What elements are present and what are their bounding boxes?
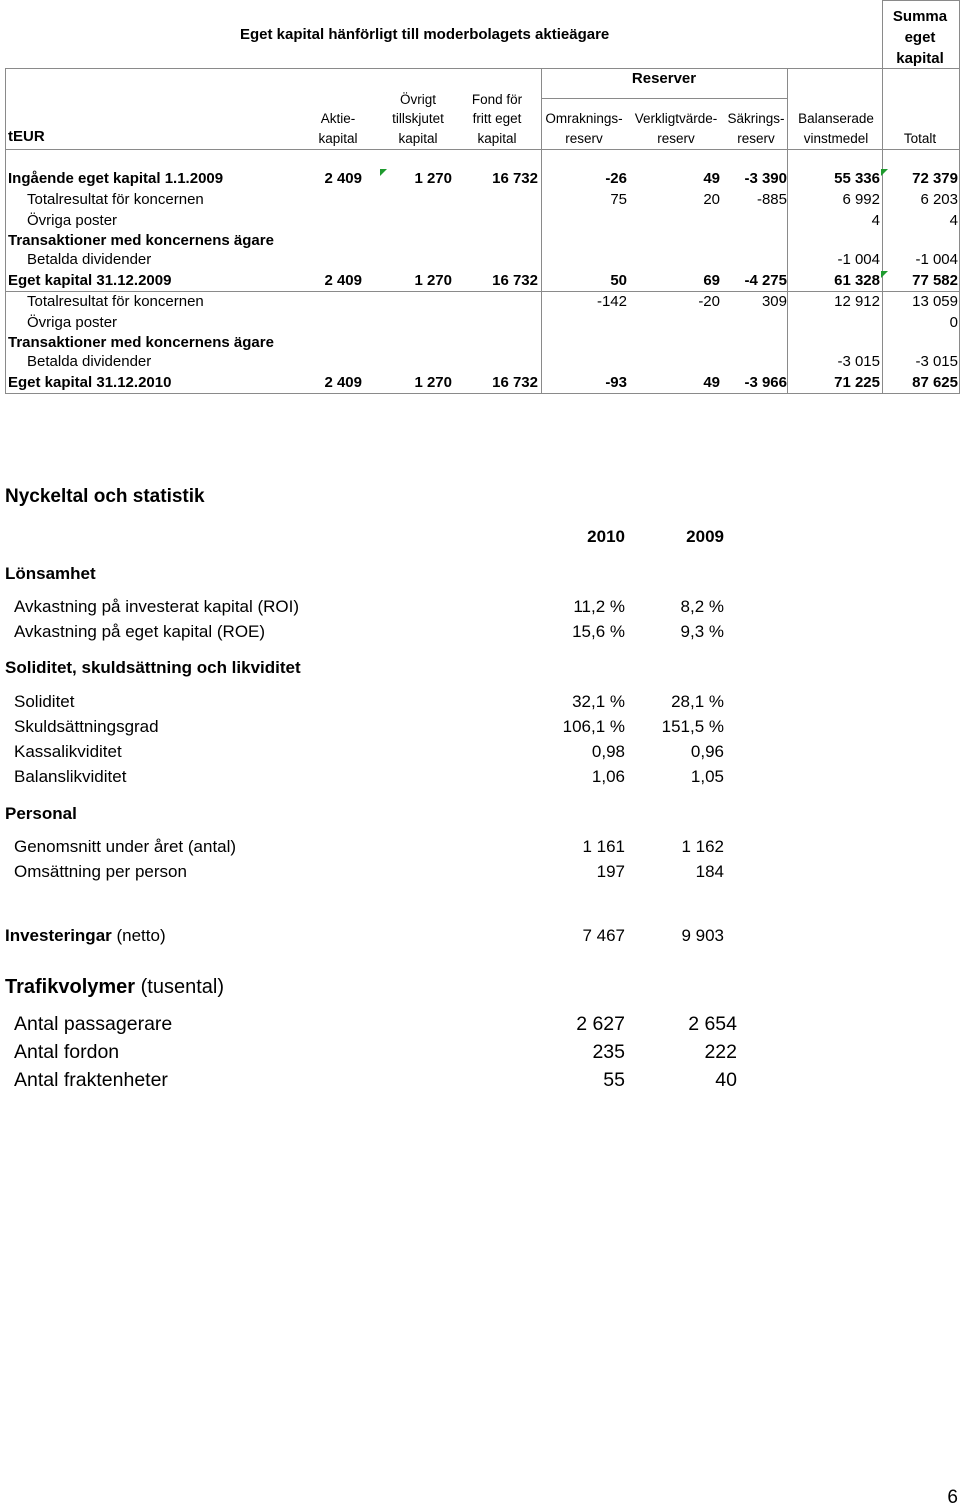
key-figure-row: [0, 740, 960, 764]
traffic-2010: 235: [592, 1041, 625, 1063]
equity-cell: 0: [949, 314, 958, 331]
equity-cell: -1 004: [915, 251, 958, 268]
equity-cell: 16 732: [492, 170, 538, 187]
equity-cell: 2 409: [324, 170, 362, 187]
key-figure-row: [0, 860, 960, 884]
key-figure-row: [0, 620, 960, 644]
equity-cell: 71 225: [834, 374, 880, 391]
equity-row-label: Totalresultat för koncernen: [27, 191, 204, 208]
traffic-label: Antal fraktenheter: [14, 1069, 168, 1091]
equity-cell: 6 992: [842, 191, 880, 208]
equity-row: [0, 271, 960, 291]
equity-row: [0, 373, 960, 393]
top-rule: [5, 68, 960, 69]
equity-cell: -142: [596, 293, 627, 310]
equity-row-label: Totalresultat för koncernen: [27, 293, 204, 310]
traffic-2010: 55: [603, 1069, 625, 1091]
key-figure-2009: 1 162: [681, 837, 724, 856]
equity-row-label: Övriga poster: [27, 314, 118, 331]
column-header-3-line1: Fond för: [471, 92, 523, 107]
key-figure-label: Avkastning på eget kapital (ROE): [14, 622, 266, 641]
investments-2009: 9 903: [681, 926, 724, 945]
summa-line-1: Summa: [892, 8, 948, 25]
equity-table-title: Eget kapital hänförligt till moderbolagets aktieägare: [240, 26, 610, 43]
equity-row: [0, 313, 960, 333]
equity-cell: 1 270: [414, 272, 452, 289]
header-rule: [5, 149, 960, 150]
traffic-label: Antal passagerare: [14, 1013, 173, 1035]
equity-cell: -3 015: [837, 353, 880, 370]
cell-comment-flag: [380, 169, 387, 176]
equity-cell: 13 059: [912, 293, 958, 310]
equity-cell: -3 966: [744, 374, 787, 391]
key-figure-row: [0, 595, 960, 619]
column-header-7-line3: vinstmedel: [803, 131, 869, 146]
reserver-header: Reserver: [631, 70, 697, 87]
page-number: 6: [947, 1487, 958, 1508]
key-figure-row: [0, 690, 960, 714]
year-2010-header: 2010: [587, 527, 625, 546]
equity-row-label: Transaktioner med koncernens ägare: [8, 232, 274, 249]
equity-cell: 1 270: [414, 374, 452, 391]
equity-row: [0, 169, 960, 189]
bottom-rule: [5, 393, 960, 394]
equity-cell: 87 625: [912, 374, 958, 391]
equity-cell: 75: [610, 191, 627, 208]
equity-cell: 4: [949, 212, 958, 229]
equity-cell: 309: [761, 293, 787, 310]
traffic-heading-bold: Trafikvolymer: [5, 976, 136, 998]
equity-cell: -4 275: [744, 272, 787, 289]
column-header-2-line2: tillskjutet: [392, 111, 444, 126]
column-header-4-line2: Omraknings-: [545, 111, 623, 126]
equity-cell: 20: [703, 191, 720, 208]
traffic-2009: 222: [704, 1041, 737, 1063]
equity-cell: -26: [605, 170, 627, 187]
key-figure-2010: 197: [596, 862, 625, 881]
equity-cell: 55 336: [834, 170, 880, 187]
equity-cell: 2 409: [324, 374, 362, 391]
key-figure-label: Soliditet: [14, 692, 75, 711]
traffic-2009: 40: [715, 1069, 737, 1091]
key-figure-label: Balanslikviditet: [14, 767, 127, 786]
equity-cell: 12 912: [834, 293, 880, 310]
equity-cell: -3 015: [915, 353, 958, 370]
equity-cell: 61 328: [834, 272, 880, 289]
section-heading: Personal: [5, 804, 77, 823]
equity-cell: 69: [703, 272, 720, 289]
column-header-5-line3: reserv: [657, 131, 695, 146]
key-figure-2010: 0,98: [591, 742, 625, 761]
equity-cell: 2 409: [324, 272, 362, 289]
key-figure-label: Kassalikviditet: [14, 742, 122, 761]
equity-cell: 49: [703, 374, 720, 391]
equity-row-label: Betalda dividender: [27, 251, 152, 268]
equity-cell: -1 004: [837, 251, 880, 268]
traffic-row: [0, 1038, 960, 1066]
equity-cell: -885: [756, 191, 787, 208]
equity-cell: -20: [698, 293, 720, 310]
investments-2010: 7 467: [582, 926, 625, 945]
equity-row: [0, 231, 960, 251]
investments-label: [5, 924, 166, 948]
column-header-7-line2: Balanserade: [798, 111, 874, 126]
traffic-row: [0, 1066, 960, 1094]
key-figure-2009: 1,05: [690, 767, 724, 786]
investments-label-bold: Investeringar: [5, 926, 112, 945]
equity-cell: 50: [610, 272, 627, 289]
key-figure-2010: 106,1 %: [562, 717, 625, 736]
column-header-2-line3: kapital: [398, 131, 438, 146]
summa-line-2: eget: [904, 29, 936, 46]
key-figure-label: Omsättning per person: [14, 862, 187, 881]
equity-cell: -3 390: [744, 170, 787, 187]
equity-cell: 49: [703, 170, 720, 187]
key-figure-2010: 32,1 %: [572, 692, 625, 711]
grid-line-total-top: [882, 0, 960, 1]
traffic-heading: [5, 976, 224, 999]
column-header-3-line3: kapital: [477, 131, 517, 146]
column-header-2-line1: Övrigt: [399, 92, 436, 107]
equity-row-label: Ingående eget kapital 1.1.2009: [8, 170, 224, 187]
key-figure-2009: 0,96: [690, 742, 724, 761]
equity-row-label: Eget kapital 31.12.2010: [8, 374, 172, 391]
key-figure-label: Avkastning på investerat kapital (ROI): [14, 597, 300, 616]
column-header-6-line2: Säkrings-: [727, 111, 785, 126]
cell-comment-flag: [881, 271, 888, 278]
equity-row: [0, 352, 960, 372]
key-figure-2009: 28,1 %: [671, 692, 724, 711]
key-figure-2009: 9,3 %: [680, 622, 724, 641]
traffic-heading-rest: (tusental): [135, 976, 225, 998]
traffic-2009: 2 654: [688, 1013, 737, 1035]
traffic-2010: 2 627: [576, 1013, 625, 1035]
equity-cell: 4: [871, 212, 880, 229]
equity-row: [0, 190, 960, 210]
key-figure-row: [0, 835, 960, 859]
equity-row-label: Betalda dividender: [27, 353, 152, 370]
equity-cell: 16 732: [492, 374, 538, 391]
equity-cell: 72 379: [912, 170, 958, 187]
traffic-row: [0, 1010, 960, 1038]
teur-label: tEUR: [8, 128, 45, 145]
key-figure-row: [0, 715, 960, 739]
reserver-rule: [541, 98, 787, 99]
investments-label-rest: (netto): [111, 926, 166, 945]
key-figure-2010: 15,6 %: [572, 622, 625, 641]
key-figure-2009: 151,5 %: [661, 717, 724, 736]
summa-line-3: kapital: [896, 50, 944, 67]
year-2009-header: 2009: [686, 527, 724, 546]
key-figure-2010: 1,06: [591, 767, 625, 786]
key-figure-2009: 184: [695, 862, 724, 881]
equity-row: [0, 333, 960, 353]
investments-row: [0, 924, 960, 948]
section-heading: Soliditet, skuldsättning och likviditet: [5, 658, 301, 677]
equity-row-label: Transaktioner med koncernens ägare: [8, 334, 274, 351]
equity-row: [0, 292, 960, 312]
equity-row: [0, 250, 960, 270]
column-header-1-line3: kapital: [318, 131, 358, 146]
equity-row: [0, 211, 960, 231]
traffic-label: Antal fordon: [14, 1041, 120, 1063]
equity-cell: 16 732: [492, 272, 538, 289]
column-header-1-line2: Aktie-: [320, 111, 356, 126]
equity-cell: 77 582: [912, 272, 958, 289]
key-figure-row: [0, 765, 960, 789]
summa-eget-kapital-header: [882, 6, 958, 69]
cell-comment-flag: [881, 169, 888, 176]
key-figure-label: Skuldsättningsgrad: [14, 717, 159, 736]
equity-row-label: Eget kapital 31.12.2009: [8, 272, 172, 289]
equity-cell: 6 203: [920, 191, 958, 208]
key-figures-title: Nyckeltal och statistik: [5, 486, 205, 507]
key-figure-label: Genomsnitt under året (antal): [14, 837, 237, 856]
key-figure-2010: 1 161: [582, 837, 625, 856]
key-figure-2010: 11,2 %: [573, 597, 625, 616]
column-header-8-line3: Totalt: [903, 131, 937, 146]
column-header-4-line3: reserv: [565, 131, 603, 146]
column-header-5-line2: Verkligtvärde-: [634, 111, 718, 126]
equity-cell: -93: [605, 374, 627, 391]
equity-table: [0, 0, 960, 400]
column-header-6-line3: reserv: [737, 131, 775, 146]
section-heading: Lönsamhet: [5, 564, 96, 583]
key-figure-2009: 8,2 %: [680, 597, 724, 616]
equity-row-label: Övriga poster: [27, 212, 118, 229]
column-header-3-line2: fritt eget: [472, 111, 522, 126]
equity-cell: 1 270: [414, 170, 452, 187]
